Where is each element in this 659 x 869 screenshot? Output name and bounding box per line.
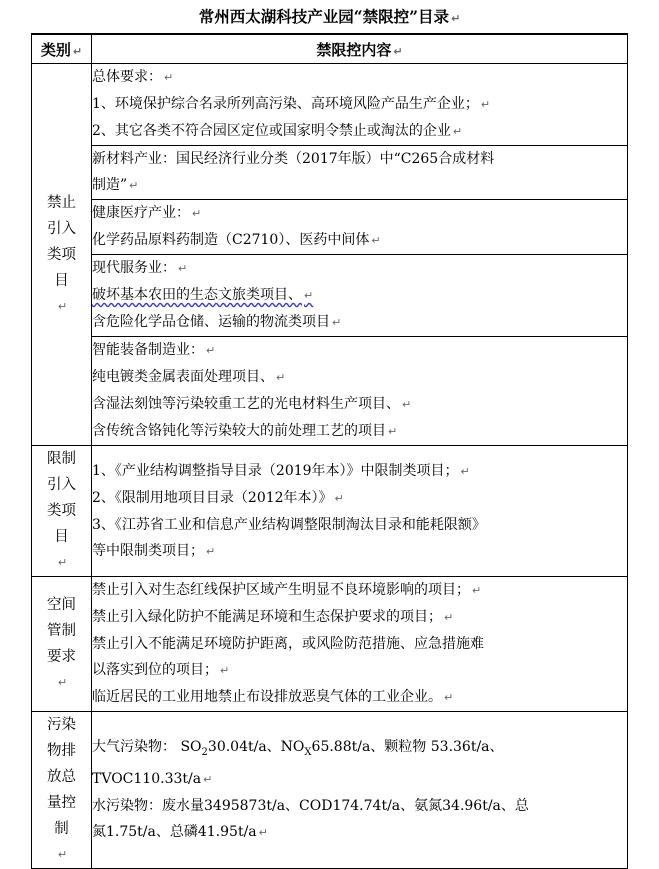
table-row xyxy=(32,200,628,255)
text-line: 健康医疗产业： ↵ xyxy=(92,205,202,221)
text-line: 化学药品原料药制造（C2710）、医药中间体 ↵ xyxy=(92,232,381,248)
text-line: 2、其它各类不符合园区定位或国家明令禁止或淘汰的企业 ↵ xyxy=(92,123,463,139)
table-header-row xyxy=(32,34,628,64)
ban-materials-cell xyxy=(92,146,628,200)
ban-general-cell xyxy=(92,64,628,146)
header-content: 禁限控内容 ↵ xyxy=(92,34,628,64)
header-category: 类别 ↵ xyxy=(32,34,92,64)
text-line: 等中限制类项目； ↵ xyxy=(92,542,216,559)
text-line: 以落实到位的项目； ↵ xyxy=(92,662,230,678)
table-row xyxy=(32,577,628,712)
text-line: 大气污染物： $SO_230.04t/a$、$NO_X65.88t/a$、颗粒物 53.36t/a、 xyxy=(92,739,504,758)
category-pollution: 污染 物排 放总 量控 制 ↵ xyxy=(32,712,92,869)
category-ban: 禁止 引入 类项 目 ↵ xyxy=(32,64,92,446)
table-row xyxy=(32,712,628,869)
paragraph-mark-icon: ↵ xyxy=(451,12,461,25)
text-line: 现代服务业： ↵ xyxy=(92,260,188,276)
space-cell xyxy=(92,577,628,712)
restrict-cell xyxy=(92,446,628,577)
page-title: 常州西太湖科技产业园“禁限控”目录 ↵ xyxy=(198,7,461,26)
table-row xyxy=(32,64,628,146)
text-line: 含传统含铬钝化等污染较大的前处理工艺的项目 ↵ xyxy=(92,423,398,439)
table-row xyxy=(32,337,628,446)
text-line: 1、《产业结构调整指导目录（2019年本）》中限制类项目； ↵ xyxy=(92,462,470,479)
text-line: 禁止引入绿化防护不能满足环境和生态保护要求的项目； ↵ xyxy=(92,609,454,625)
text-line: 1、环境保护综合名录所列高污染、高环境风险产品生产企业； ↵ xyxy=(92,96,491,112)
table-row xyxy=(32,146,628,200)
ban-health-cell xyxy=(92,200,628,255)
pollution-cell xyxy=(92,712,628,869)
text-line: 水污染物：废水量3495873t/a、COD174.74t/a、氨氮34.96t/a、总 xyxy=(92,797,529,814)
category-restrict: 限制 引入 类项 目 ↵ xyxy=(32,446,92,577)
text-line: 含危险化学品仓储、运输的物流类项目 ↵ xyxy=(92,314,342,330)
text-line: TVOC110.33t/a ↵ xyxy=(92,770,213,787)
ban-services-cell xyxy=(92,255,628,337)
table-row xyxy=(32,255,628,337)
ban-manufacturing-cell xyxy=(92,337,628,446)
catalog-table xyxy=(31,33,628,869)
text-line: 总体要求： ↵ xyxy=(92,69,174,85)
category-space: 空间 管制 要求 ↵ xyxy=(32,577,92,712)
text-line: 智能装备制造业： ↵ xyxy=(92,342,216,358)
text-line: 禁止引入不能满足环境防护距离，或风险防范措施、应急措施难 xyxy=(92,636,484,652)
text-line: 制造” ↵ xyxy=(92,177,139,193)
text-line: 含湿法刻蚀等污染较重工艺的光电材料生产项目、 ↵ xyxy=(92,396,412,412)
text-line: 纯电镀类金属表面处理项目、 ↵ xyxy=(92,369,286,385)
text-line: 新材料产业：国民经济行业分类（2017年版）中“C265合成材料 xyxy=(92,151,495,167)
table-row xyxy=(32,446,628,577)
text-line: 3、《江苏省工业和信息产业结构调整限制淘汰目录和能耗限额》 xyxy=(92,516,486,533)
text-line: 2、《限制用地项目目录（2012年本）》 ↵ xyxy=(92,489,344,506)
text-line: 氮1.75t/a、总磷41.95t/a ↵ xyxy=(92,823,268,840)
text-line: 禁止引入对生态红线保护区域产生明显不良环境影响的项目； ↵ xyxy=(92,582,482,598)
text-line: 临近居民的工业用地禁止布设排放恶臭气体的工业企业。 ↵ xyxy=(92,689,454,705)
text-line: 破坏基本农田的生态文旅类项目、 ↵ xyxy=(92,287,314,303)
